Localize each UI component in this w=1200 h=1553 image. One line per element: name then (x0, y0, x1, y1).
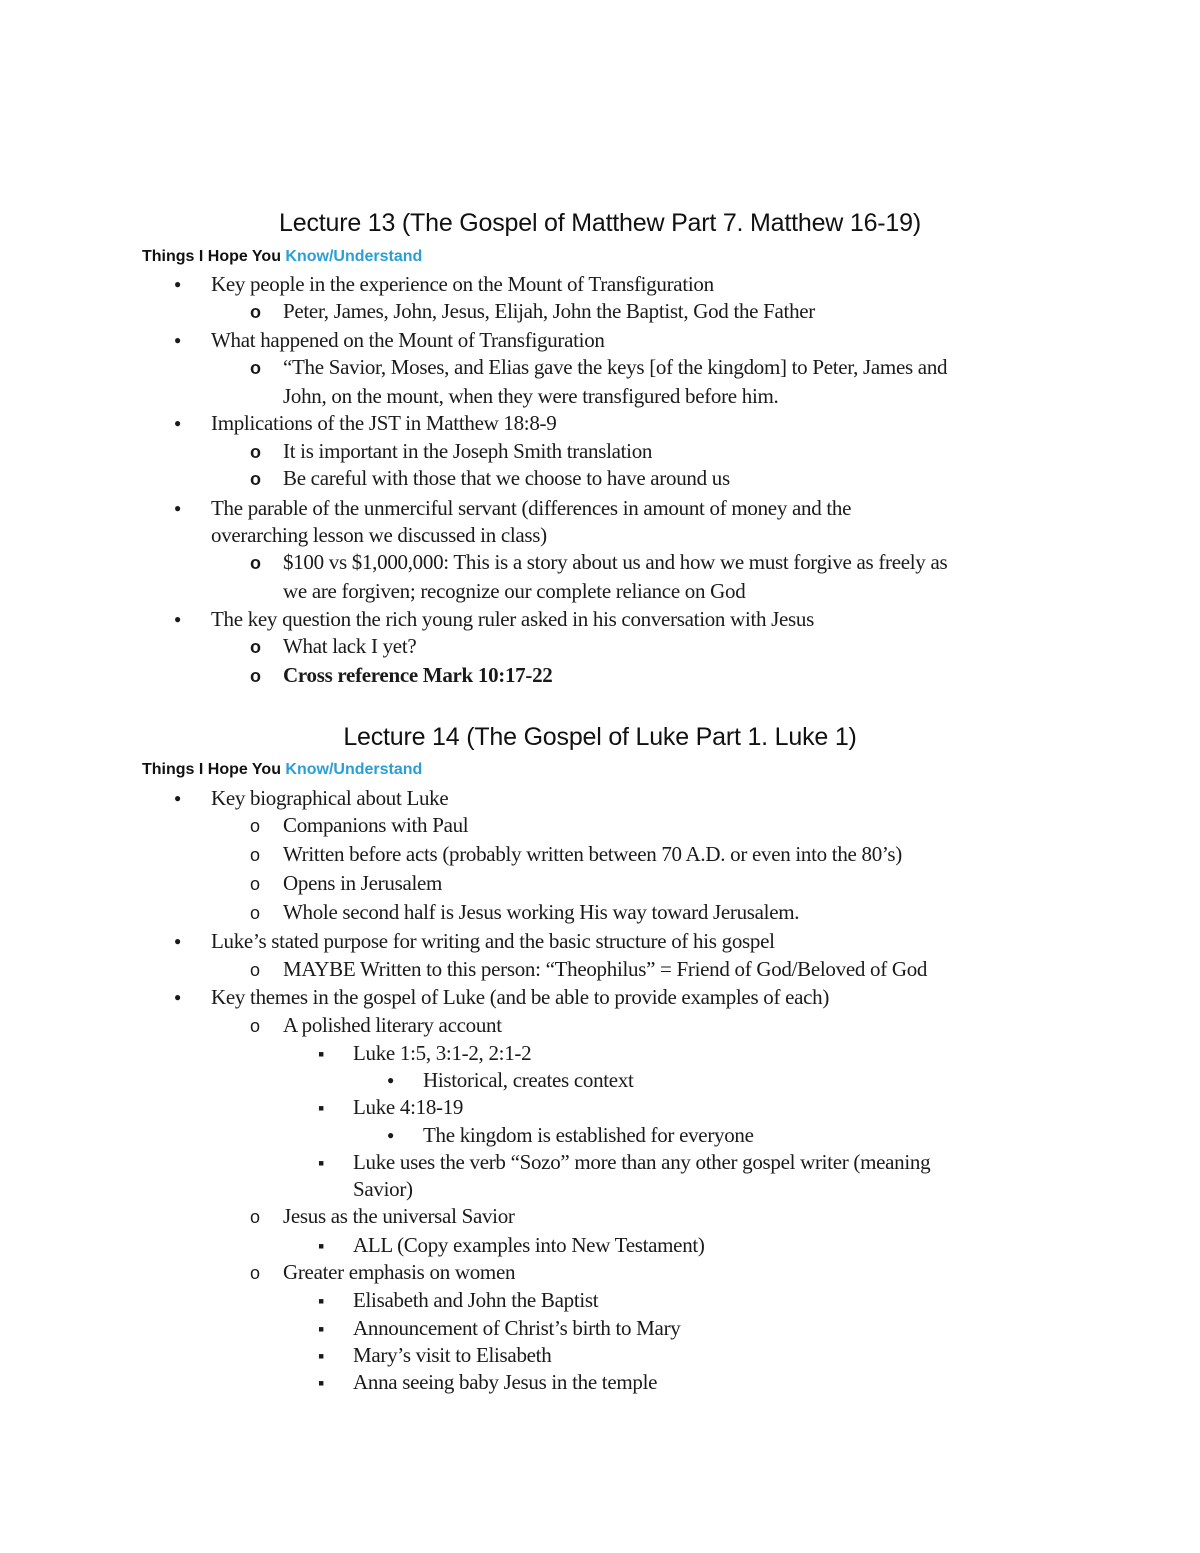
bullet-icon (174, 784, 181, 815)
sub-bullet-icon (250, 437, 261, 466)
lecture-13-title: Lecture 13 (The Gospel of Matthew Part 7. Matthew 16-19) (279, 209, 921, 237)
list-item: we are forgiven; recognize our complete reliance on God (283, 579, 746, 603)
list-item: It is important in the Joseph Smith translation (283, 439, 653, 463)
list-item: overarching lesson we discussed in class) (211, 523, 547, 547)
list-item: “The Savior, Moses, and Elias gave the keys [of the kingdom] to Peter, James and (283, 355, 948, 379)
list-item: Companions with Paul (283, 813, 469, 837)
sub-bullet-icon (250, 548, 261, 577)
list-item: The parable of the unmerciful servant (differences in amount of money and the (211, 496, 852, 520)
square-bullet-icon (318, 1039, 324, 1068)
lecture-14-subhead (142, 761, 422, 779)
list-item: What lack I yet? (283, 634, 417, 658)
bullet-icon (174, 605, 181, 636)
sub-bullet-icon (250, 661, 261, 690)
subhead-prefix: Things I Hope You (142, 761, 286, 778)
list-item: Luke’s stated purpose for writing and the basic structure of his gospel (211, 929, 775, 953)
sub-bullet-icon (250, 353, 261, 382)
list-item: Key biographical about Luke (211, 786, 449, 810)
list-item: ALL (Copy examples into New Testament) (353, 1233, 705, 1257)
bullet-icon (174, 326, 181, 357)
list-item: Written before acts (probably written between 70 A.D. or even into the 80’s) (283, 842, 902, 866)
bullet-icon (174, 927, 181, 958)
bullet-icon (174, 494, 181, 525)
sub-bullet-icon (250, 955, 260, 984)
subhead-prefix: Things I Hope You (142, 248, 286, 265)
list-item: Anna seeing baby Jesus in the temple (353, 1370, 658, 1394)
list-item: Greater emphasis on women (283, 1260, 516, 1284)
list-item: What happened on the Mount of Transfiguration (211, 328, 605, 352)
list-item: $100 vs $1,000,000: This is a story about us and how we must forgive as freely as (283, 550, 948, 574)
list-item: Savior) (353, 1177, 413, 1201)
bullet-icon (174, 270, 181, 301)
sub-bullet-icon (250, 840, 260, 869)
square-bullet-icon (318, 1148, 324, 1177)
list-item: The key question the rich young ruler asked in his conversation with Jesus (211, 607, 815, 631)
lecture-14-title: Lecture 14 (The Gospel of Luke Part 1. Luke 1) (343, 723, 857, 751)
list-item: Mary’s visit to Elisabeth (353, 1343, 552, 1367)
square-bullet-icon (318, 1368, 324, 1397)
subhead-accent: Know/Understand (285, 761, 423, 778)
sub-bullet-icon (250, 1202, 260, 1231)
list-item: A polished literary account (283, 1013, 502, 1037)
sub-bullet-icon (250, 297, 261, 326)
list-item: Luke 1:5, 3:1-2, 2:1-2 (353, 1041, 532, 1065)
square-bullet-icon (318, 1093, 324, 1122)
square-bullet-icon (318, 1286, 324, 1315)
square-bullet-icon (318, 1314, 324, 1343)
list-item: John, on the mount, when they were transfigured before him. (283, 384, 779, 408)
sub-bullet-icon (250, 464, 261, 493)
list-item: Whole second half is Jesus working His way toward Jerusalem. (283, 900, 800, 924)
subhead-accent: Know/Understand (285, 248, 423, 265)
square-bullet-icon (318, 1231, 324, 1260)
list-item: Opens in Jerusalem (283, 871, 443, 895)
sub-bullet-icon (250, 811, 260, 840)
cross-reference: Cross reference Mark 10:17-22 (283, 663, 553, 687)
list-item: Peter, James, John, Jesus, Elijah, John the Baptist, God the Father (283, 299, 815, 323)
sub-bullet-icon (250, 869, 260, 898)
list-item: Implications of the JST in Matthew 18:8-9 (211, 411, 557, 435)
lecture-13-subhead (142, 248, 422, 266)
list-item: Luke 4:18-19 (353, 1095, 464, 1119)
sub-bullet-icon (250, 1011, 260, 1040)
sub-bullet-icon (250, 632, 261, 661)
list-item: Announcement of Christ’s birth to Mary (353, 1316, 681, 1340)
list-item: Historical, creates context (423, 1068, 634, 1092)
sub-bullet-icon (250, 1258, 260, 1287)
list-item: Luke uses the verb “Sozo” more than any other gospel writer (meaning (353, 1150, 931, 1174)
list-item: Jesus as the universal Savior (283, 1204, 515, 1228)
list-item: Be careful with those that we choose to have around us (283, 466, 730, 490)
list-item: Elisabeth and John the Baptist (353, 1288, 599, 1312)
sub-bullet-icon (250, 898, 260, 927)
list-item: Key themes in the gospel of Luke (and be able to provide examples of each) (211, 985, 830, 1009)
square-bullet-icon (318, 1341, 324, 1370)
list-item: Key people in the experience on the Mount of Transfiguration (211, 272, 714, 296)
list-item: The kingdom is established for everyone (423, 1123, 754, 1147)
bullet-icon (174, 409, 181, 440)
bullet-icon (174, 983, 181, 1014)
list-item: MAYBE Written to this person: “Theophilus” = Friend of God/Beloved of God (283, 957, 928, 981)
